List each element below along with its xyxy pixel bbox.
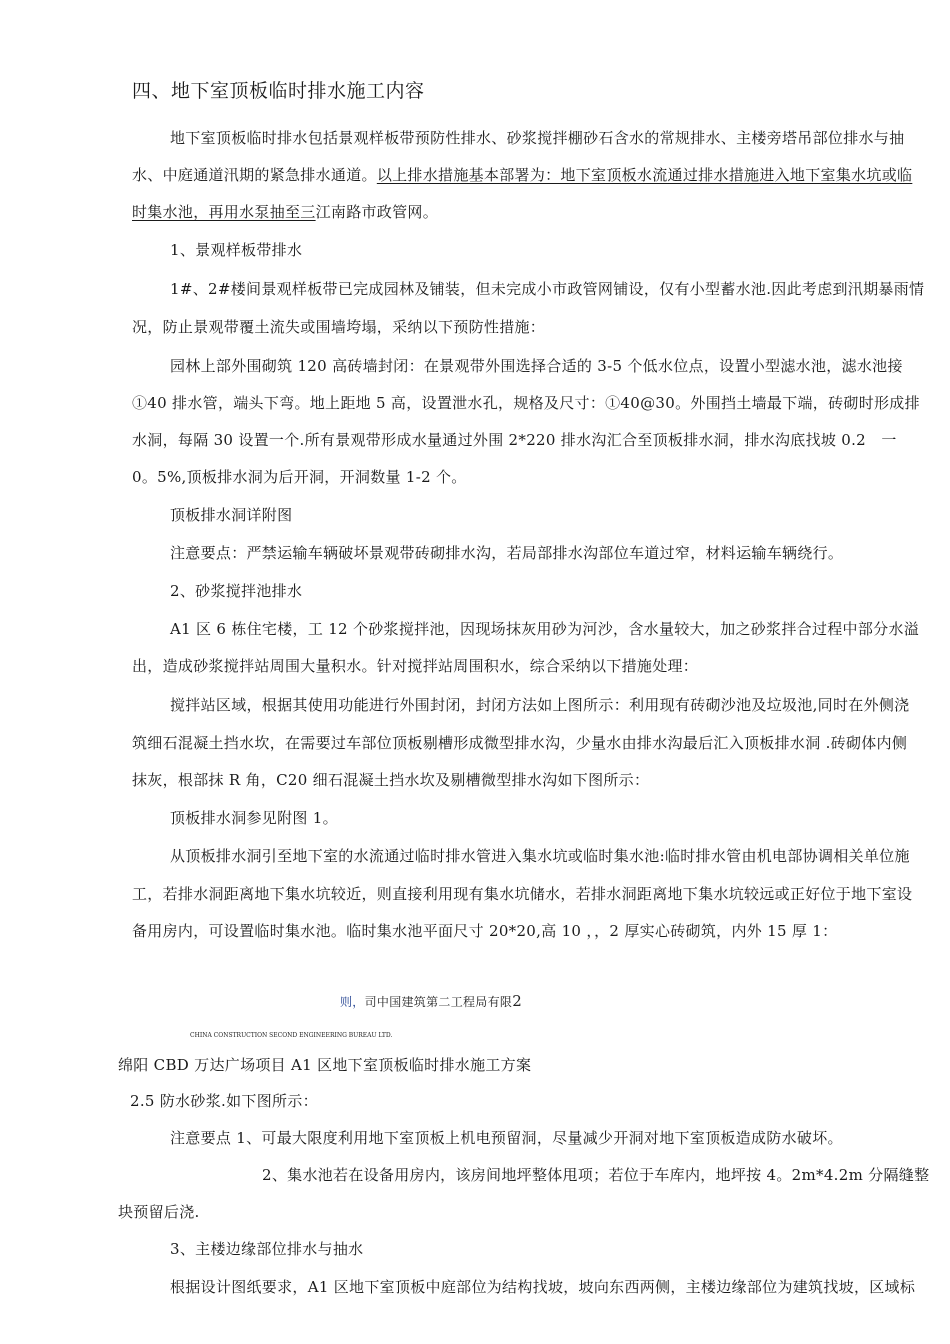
- subsection-title: 1、景观样板带排水: [170, 241, 303, 259]
- paragraph-line: 搅拌站区域，根据其使用功能进行外围封闭，封闭方法如上图所示：利用现有砖砌沙池及垃圾池,同时在外侧浇: [170, 696, 910, 714]
- footer-company: 司中国建筑第二工程局有限: [364, 995, 513, 1009]
- paragraph-line: 顶板排水洞参见附图 1。: [170, 809, 338, 827]
- subsection-title: 2、砂浆搅拌池排水: [170, 582, 303, 600]
- section-heading: 四、地下室顶板临时排水施工内容: [132, 80, 425, 102]
- paragraph-line: A1 区 6 栋住宅楼，工 12 个砂浆搅拌池，因现场抹灰用砂为河沙，含水量较大，加之砂浆拌合过程中部分水溢: [170, 620, 920, 638]
- page-footer: [340, 991, 522, 1012]
- paragraph-line: 2.5 防水砂浆.如下图所示：: [130, 1092, 318, 1110]
- paragraph-line: 备用房内，可设置临时集水池。临时集水池平面尺寸 20*20,高 10 ，，2 厚实心砖砌筑，内外 15 厚 1：: [132, 922, 838, 940]
- paragraph-line: 2、集水池若在设备用房内，该房间地坪整体甩项；若位于车库内，地坪按 4。2m*4.2m 分隔缝整: [262, 1166, 930, 1184]
- paragraph-line: 0。5%,顶板排水洞为后开洞，开洞数量 1-2 个。: [132, 468, 467, 486]
- underlined-text: 时集水池，再用水泵抽至三: [132, 203, 316, 221]
- subsection-title: 3、主楼边缘部位排水与抽水: [170, 1240, 364, 1258]
- paragraph-line: 况，防止景观带覆土流失或围墙垮塌，采纳以下预防性措施：: [132, 318, 546, 336]
- paragraph-line: 1#、2#楼间景观样板带已完成园林及铺装，但未完成小市政管网铺设，仅有小型蓄水池.因此考虑到汛期暴雨情: [170, 280, 925, 298]
- text-run: 江南路市政管网。: [315, 203, 439, 221]
- paragraph-line: 根据设计图纸要求，A1 区地下室顶板中庭部位为结构找坡，坡向东西两侧，主楼边缘部位为建筑找坡，区域标: [170, 1278, 916, 1296]
- footer-english-name: CHINA CONSTRUCTION SECOND ENGINEERING BUREAU LTD.: [190, 1032, 393, 1039]
- paragraph-line: 注意要点：严禁运输车辆破坏景观带砖砌排水沟，若局部排水沟部位车道过窄，材料运输车辆绕行。: [170, 544, 844, 562]
- paragraph-line: 注意要点 1、可最大限度利用地下室顶板上机电预留洞，尽量减少开洞对地下室顶板造成防水破坏。: [170, 1129, 843, 1147]
- paragraph-line: ①40 排水管，端头下弯。地上距地 5 高，设置泄水孔，规格及尺寸：①40@30。外围挡土墙最下端，砖砌时形成排: [132, 394, 920, 412]
- paragraph-line: 块预留后浇.: [118, 1203, 200, 1221]
- paragraph-line: 园林上部外围砌筑 120 高砖墙封闭：在景观带外围选择合适的 3-5 个低水位点，设置小型滤水池，滤水池接: [170, 357, 903, 375]
- page-number: 2: [512, 992, 523, 1010]
- paragraph-line: [132, 165, 912, 185]
- paragraph-line: 出，造成砂浆搅拌站周围大量积水。针对搅拌站周围积水，综合采纳以下措施处理：: [132, 657, 699, 675]
- paragraph-line: 工，若排水洞距离地下集水坑较近，则直接利用现有集水坑储水，若排水洞距离地下集水坑较远或正好位于地下室设: [132, 885, 913, 903]
- footer-prefix: 则，: [340, 995, 365, 1009]
- paragraph-line: 筑细石混凝土挡水坎，在需要过车部位顶板剔槽形成微型排水沟，少量水由排水沟最后汇入顶板排水洞 .砖砌体内侧: [132, 734, 908, 752]
- document-title-header: 绵阳 CBD 万达广场项目 A1 区地下室顶板临时排水施工方案: [118, 1056, 532, 1074]
- paragraph-line: 顶板排水洞详附图: [170, 506, 293, 524]
- underlined-text: 以上排水措施基本部署为：地下室顶板水流通过排水措施进入地下室集水坑或临: [376, 166, 913, 184]
- paragraph-line: 抹灰，根部抹 R 角，C20 细石混凝土挡水坎及剔槽微型排水沟如下图所示：: [132, 771, 650, 789]
- paragraph-line: [132, 202, 438, 222]
- paragraph-line: 水洞，每隔 30 设置一个.所有景观带形成水量通过外围 2*220 排水沟汇合至顶板排水洞，排水沟底找坡 0.2 一: [132, 431, 897, 449]
- paragraph-line: 地下室顶板临时排水包括景观样板带预防性排水、砂浆搅拌棚砂石含水的常规排水、主楼旁塔吊部位排水与抽: [170, 129, 905, 147]
- text-run: 水、中庭通道汛期的紧急排水通道。: [132, 166, 377, 184]
- paragraph-line: 从顶板排水洞引至地下室的水流通过临时排水管进入集水坑或临时集水池:临时排水管由机电部协调相关单位施: [170, 847, 910, 865]
